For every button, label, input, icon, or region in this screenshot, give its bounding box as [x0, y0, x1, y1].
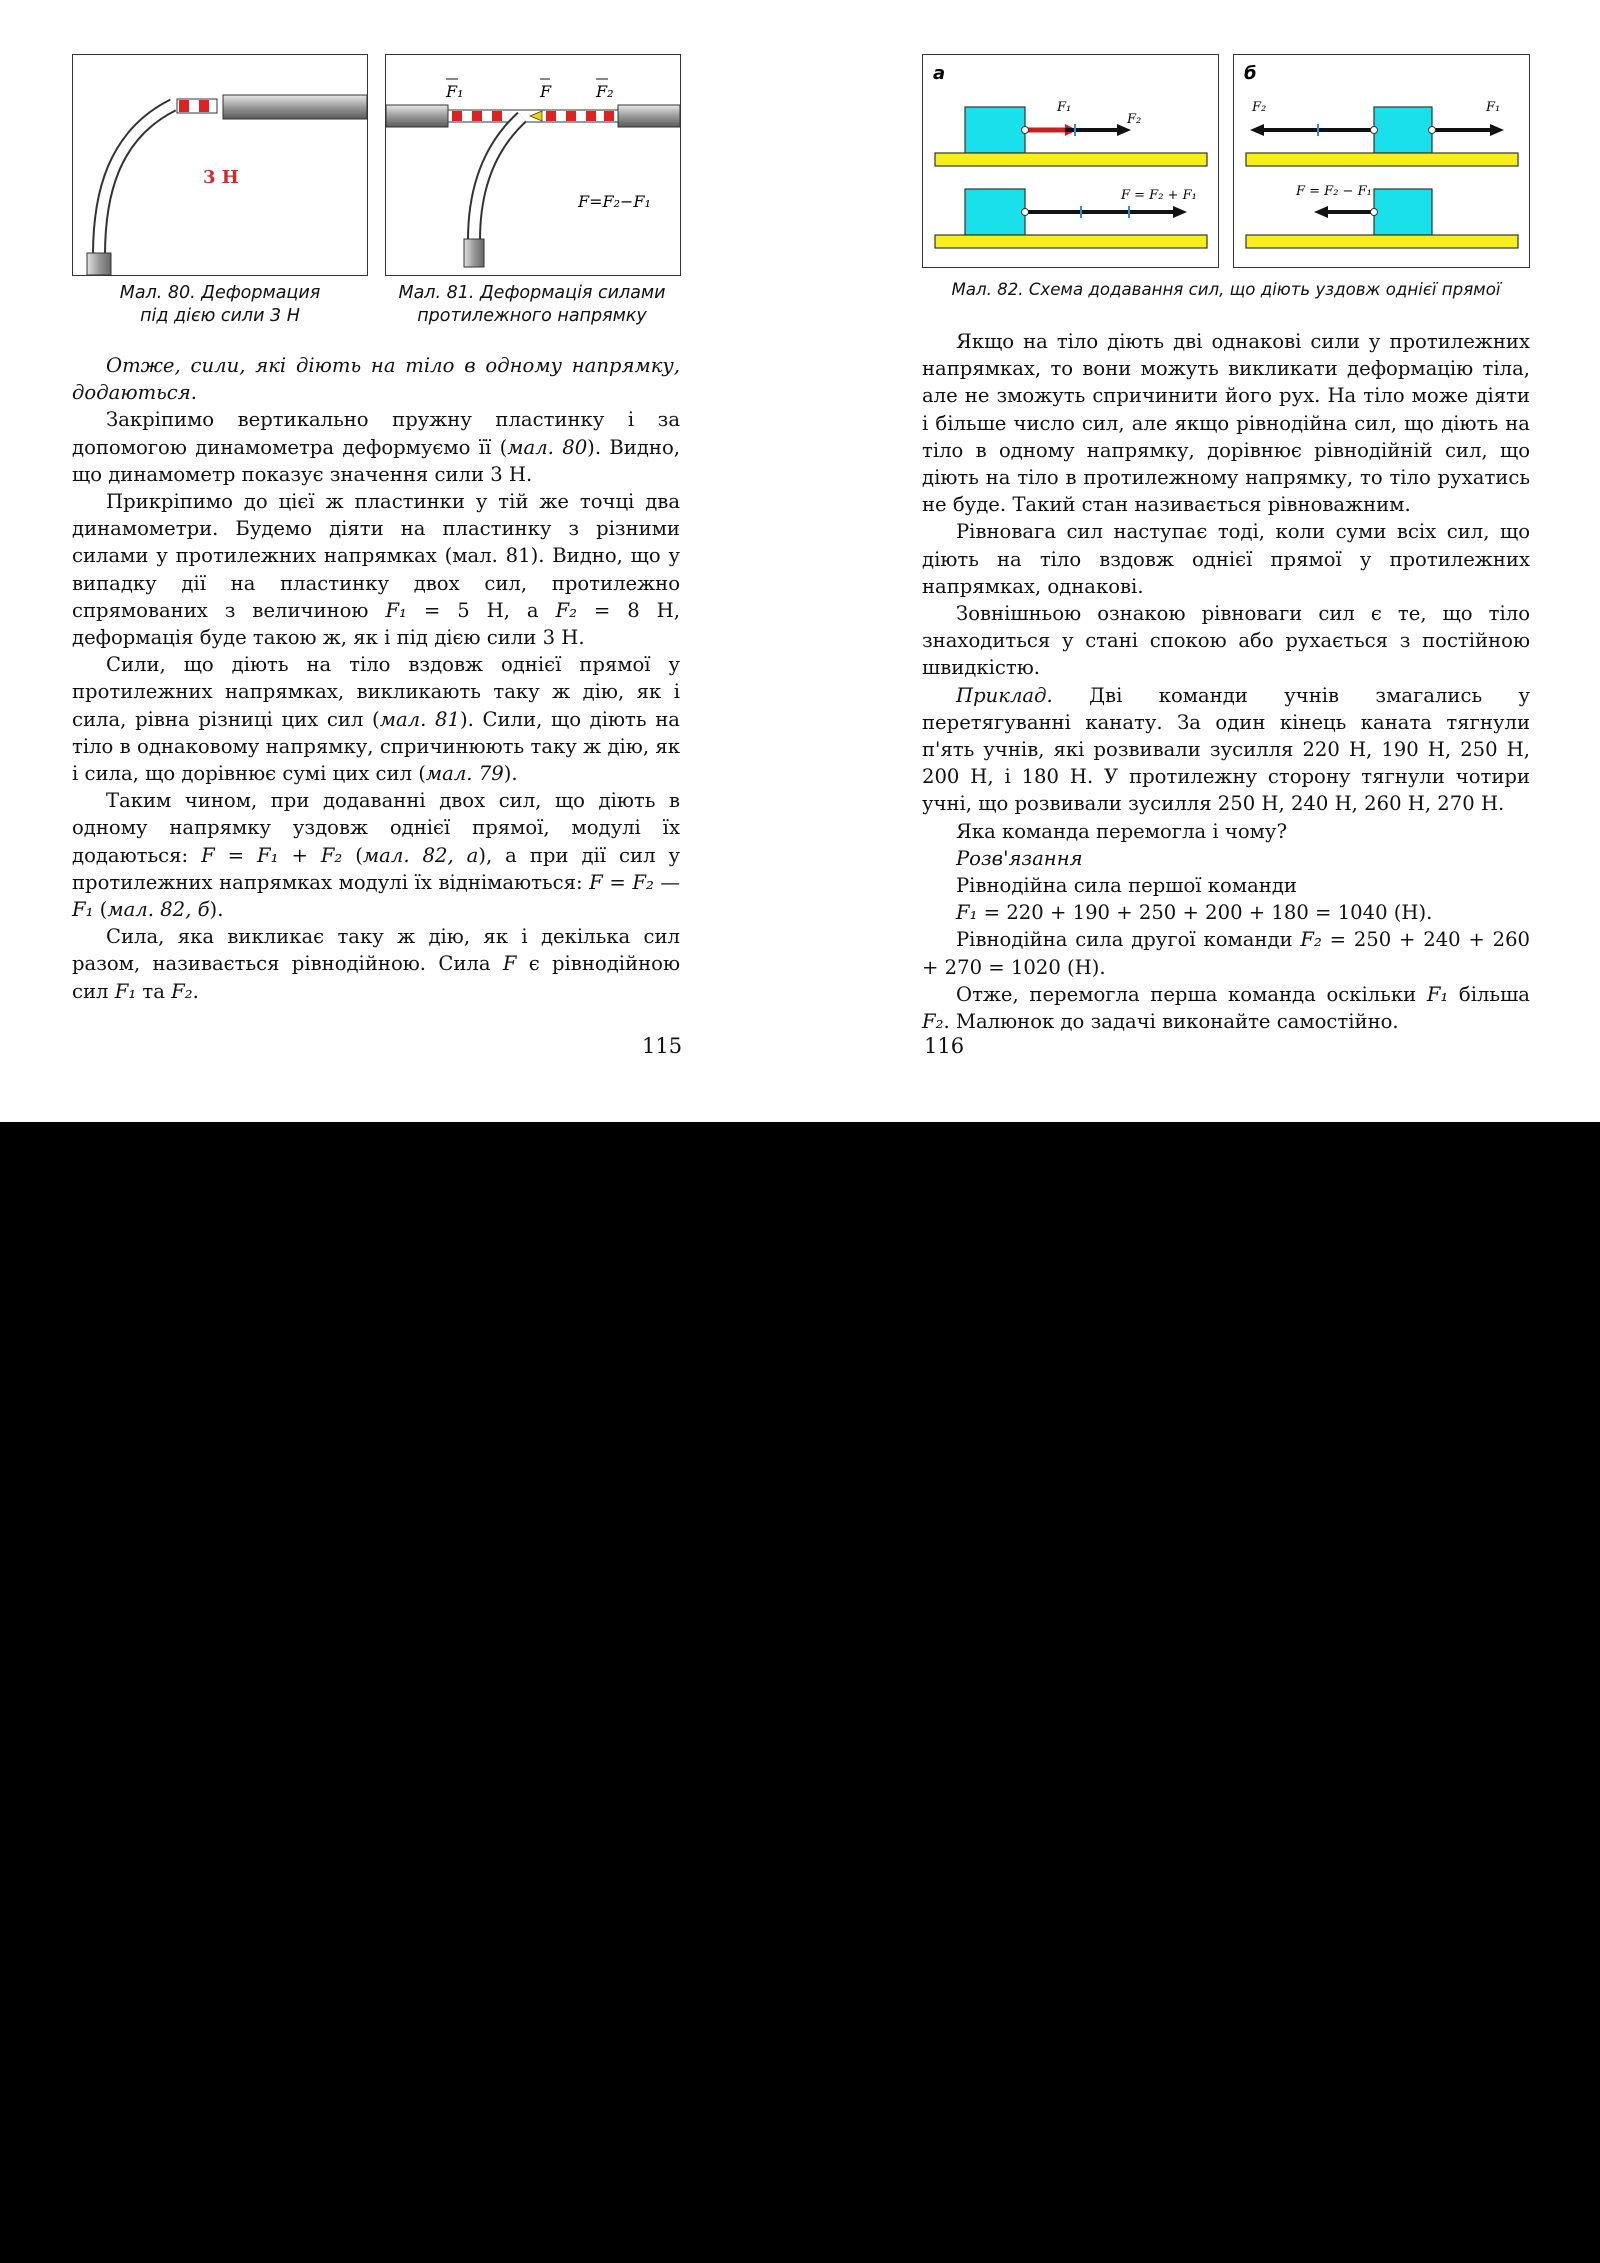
- formula-symbol: F₂: [922, 1010, 944, 1034]
- page-number: 115: [642, 1034, 683, 1058]
- caption-line: протилежного напрямку: [417, 306, 647, 326]
- paragraph: [72, 406, 680, 488]
- paragraph: Отже, сили, які діють на тіло в одному напрямку, додаються.: [72, 354, 680, 405]
- paragraph: [922, 981, 1530, 1035]
- figure-80-caption: [72, 282, 368, 328]
- formula-symbol: F₁: [114, 979, 137, 1003]
- caption-line: під дією сили 3 Н: [140, 306, 300, 326]
- figure-81-f-label: F: [540, 82, 552, 101]
- text-span: Закріпимо вертикально пружну пластинку і за допомогою динамометра деформуємо її (: [72, 408, 680, 459]
- b-bottom-formula: F = F₂ − F₁: [1296, 184, 1372, 199]
- page-number: 116: [924, 1034, 965, 1058]
- text-span: ), а при дії сил у протилежних напрямках модулі їх віднімаються:: [72, 843, 681, 894]
- book-spread: [0, 0, 1600, 1122]
- formula-symbol: F: [502, 952, 517, 976]
- paragraph: [72, 651, 680, 787]
- left-body-text: [72, 352, 680, 1005]
- text-span: = 250 + 240 + 260 + 270 = 1020 (Н).: [922, 928, 1530, 979]
- text-span: (: [342, 843, 363, 867]
- figure-82-caption: Мал. 82. Схема додавання сил, що діють уздовж однієї прямої: [951, 280, 1501, 299]
- figure-80-label: 3 Н: [203, 167, 239, 188]
- right-body-text: [922, 328, 1530, 1035]
- text-span: ). Сили, що діють на тіло в однаковому напрямку, спричинюють таку ж дію, як і сила, що дорівнює сумі цих сил (: [72, 707, 680, 786]
- figure-ref: мал. 79: [425, 762, 504, 786]
- figure-81-caption: [384, 282, 680, 328]
- formula-symbol: F₂: [171, 979, 193, 1003]
- a-bottom-formula: F = F₂ + F₁: [1121, 188, 1197, 203]
- figure-ref: мал. 82, а: [362, 843, 479, 867]
- formula-symbol: F₁: [385, 598, 407, 622]
- text-span: ). Видно, що динамометр показує значення сили 3 Н.: [72, 435, 680, 486]
- figure-81-f2-label: F₂: [596, 82, 614, 101]
- figure-80-drawing: [73, 55, 367, 275]
- paragraph: [72, 787, 680, 923]
- text-span: Отже, перемогла перша команда оскільки: [956, 982, 1427, 1006]
- text-span: Сила, яка викликає таку ж дію, як і декілька сил разом, називається рівнодійною. Сила: [72, 925, 680, 976]
- text-span: Таким чином, при додаванні двох сил, що діють в одному напрямку уздовж однієї прямої, модулі їх додаються:: [72, 789, 680, 867]
- paragraph: Рівнодійна сила першої команди: [956, 874, 1297, 898]
- b-top-f2-label: F₂: [1252, 100, 1267, 115]
- paragraph: Рівновага сил наступає тоді, коли суми всіх сил, що діють на тіло вздовж однієї прямої у протилежних напрямках, однакові.: [922, 520, 1530, 598]
- text-span: (: [93, 898, 108, 922]
- formula-symbol: F₁: [956, 901, 978, 925]
- figure-82-b-drawing: [1234, 55, 1529, 267]
- paragraph: Якщо на тіло діють дві однакові сили у протилежних напрямках, то вони можуть викликати деформацію тіла, але не зможуть спричинити його рух. На тіло може діяти і більше число сил, але якщо рівнодійна сил, що діють на тіло в одному напрямку, дорівнює рівнодійній сил, що діють на тіло в протилежному напрямку, то тіло рухатись не буде. Такий стан називається рівноважним.: [922, 330, 1530, 517]
- figure-81-f1-label: F₁: [446, 82, 464, 101]
- solution-heading: Розв'язання: [956, 846, 1083, 870]
- paragraph: [72, 488, 680, 651]
- text-span: є рівнодійною сил: [72, 952, 680, 1003]
- paragraph: [922, 899, 1530, 926]
- text-span: Сили, що діють на тіло вздовж однієї прямої у протилежних напрямках, викликають таку ж дію, як і сила, рівна різниці цих сил (: [72, 653, 680, 731]
- paragraph: Зовнішньою ознакою рівноваги сил є те, що тіло знаходиться у стані спокою або рухається з постійною швидкістю.: [922, 602, 1530, 680]
- figure-80: [72, 54, 368, 276]
- figure-81-formula: F=F₂−F₁: [578, 192, 651, 211]
- formula-symbol: F₂: [555, 598, 577, 622]
- figure-82-panel-a: [922, 54, 1219, 268]
- text-span: = 8 Н, деформація буде такою ж, як і під дією сили 3 Н.: [72, 598, 680, 650]
- b-top-f1-label: F₁: [1486, 100, 1501, 115]
- text-span: Рівнодійна сила другої команди: [956, 928, 1301, 952]
- text-span: = 220 + 190 + 250 + 200 + 180 = 1040 (Н).: [977, 901, 1433, 925]
- formula: F = F₂ — F₁: [72, 870, 680, 922]
- a-top-f2-label: F₂: [1127, 112, 1142, 127]
- a-top-f1-label: F₁: [1057, 100, 1072, 115]
- figure-ref: мал. 80: [507, 435, 588, 459]
- text-span: . Малюнок до задачі виконайте самостійно.: [943, 1010, 1399, 1034]
- formula-symbol: F₁: [1426, 982, 1449, 1006]
- paragraph: [922, 682, 1530, 818]
- figure-ref: мал. 82, б: [107, 898, 210, 922]
- figure-81-drawing: [386, 55, 680, 275]
- text-span: та: [136, 979, 172, 1003]
- text-span: Прикріпимо до цієї ж пластинки у тій же точці два динамометри. Будемо діяти на пластинку з різними силами у протилежних напрямках (мал. 81). Видно, що у випадку дії на пластинку двох сил, протилежно спрямованих з величиною: [72, 490, 680, 622]
- formula: F = F₁ + F₂: [201, 843, 343, 867]
- text-span: Дві команди учнів змагались у перетягуванні канату. За один кінець каната тягнули п'ять учнів, які розвивали зусилля 220 Н, 190 Н, 250 Н, 200 Н, і 180 Н. У протилежну сторону тягнули чотири учні, що розвивали зусилля 250 Н, 240 Н, 260 Н, 270 Н.: [922, 683, 1530, 816]
- paragraph: Яка команда перемогла і чому?: [956, 819, 1287, 843]
- text-span: .: [192, 979, 199, 1003]
- caption-line: Мал. 80. Деформация: [119, 283, 321, 303]
- example-label: Приклад.: [956, 683, 1053, 707]
- text-span: = 5 Н, а: [406, 598, 556, 622]
- text-span: ).: [209, 898, 224, 922]
- paragraph: [72, 923, 680, 1005]
- text-span: ).: [503, 762, 518, 786]
- figure-82-a-drawing: [923, 55, 1218, 267]
- figure-81: [385, 54, 681, 276]
- panel-a-label: а: [933, 63, 946, 84]
- caption-line: Мал. 81. Деформація силами: [398, 283, 666, 303]
- figure-ref: мал. 81: [379, 707, 460, 731]
- formula-symbol: F₂: [1300, 928, 1322, 952]
- panel-b-label: б: [1244, 63, 1257, 84]
- text-span: більша: [1448, 982, 1530, 1006]
- figure-82-panel-b: [1233, 54, 1530, 268]
- paragraph: [922, 926, 1530, 980]
